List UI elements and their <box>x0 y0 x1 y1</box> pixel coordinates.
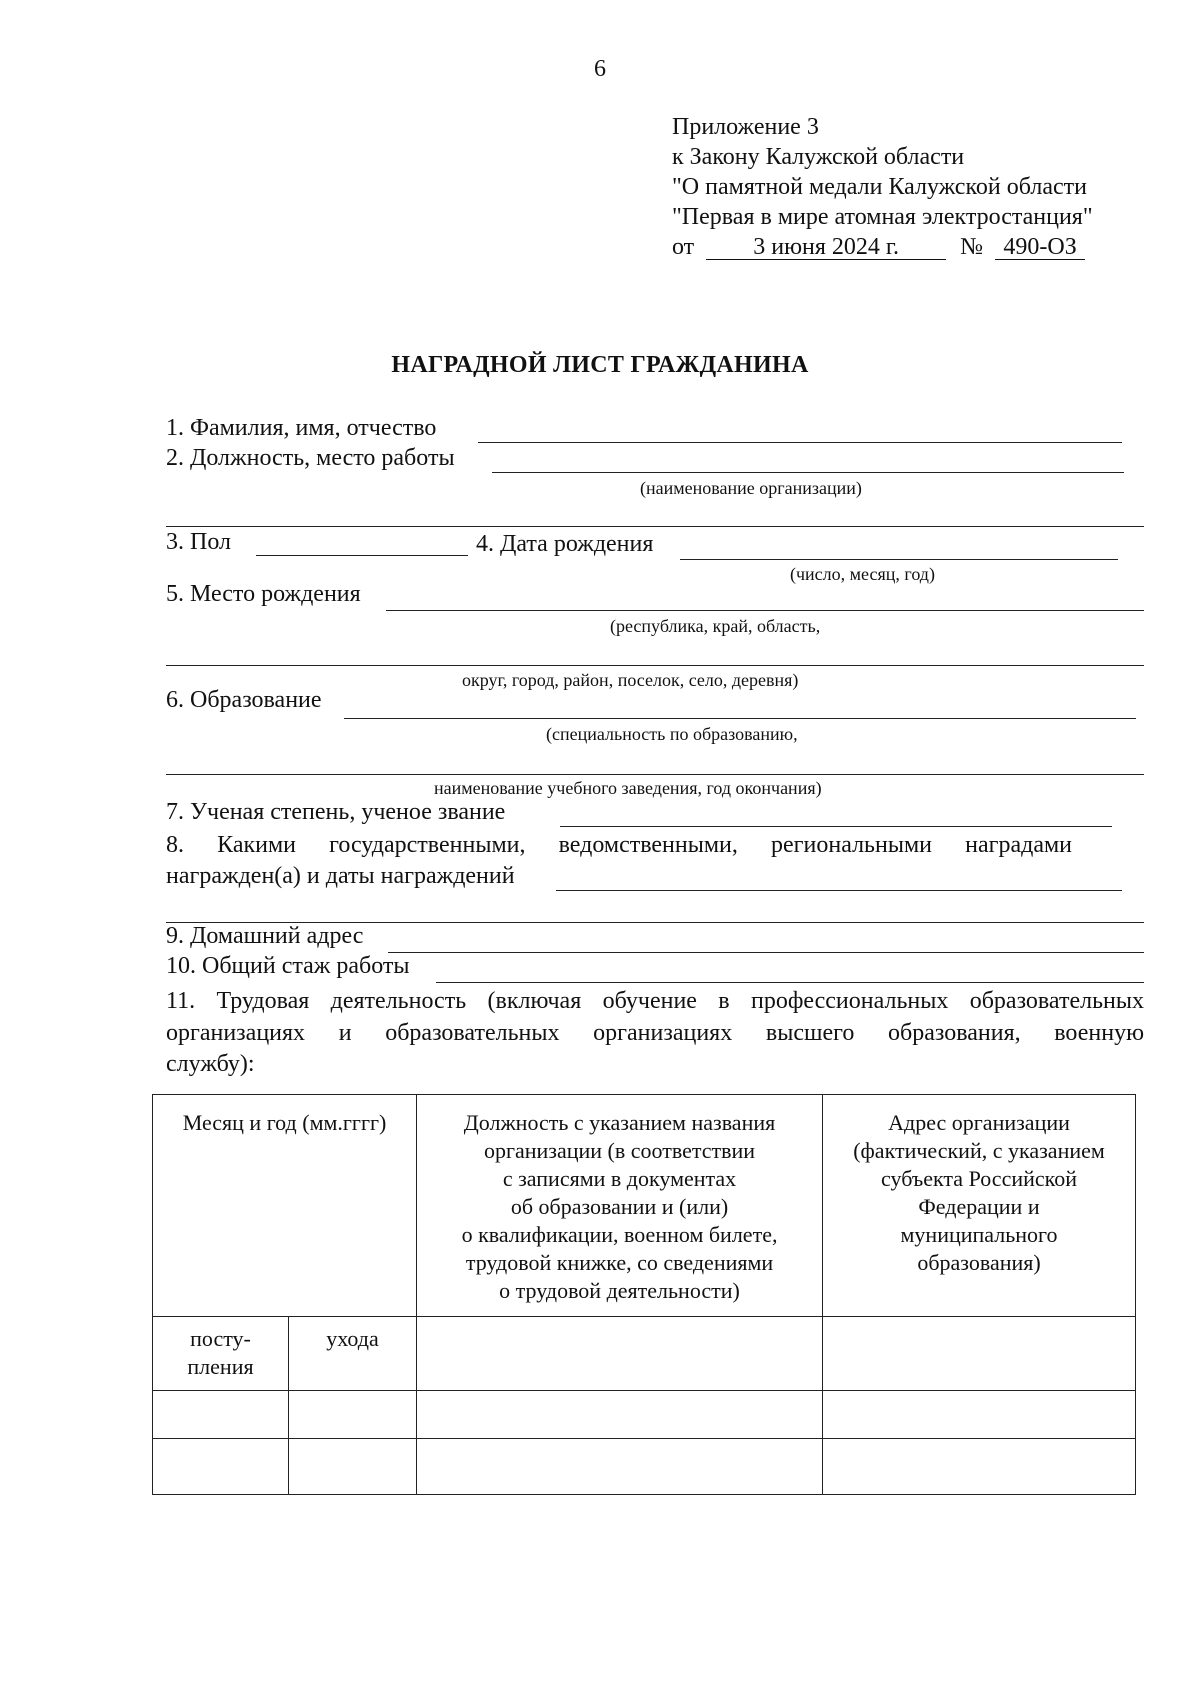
table-header-row <box>153 1095 1136 1317</box>
law-date: 3 июня 2024 г. <box>706 235 946 260</box>
field-label-work-history: 11. Трудовая деятельность (включая обучение в профессиональных образовательных <box>166 988 1144 1014</box>
appendix-line: Приложение 3 <box>672 114 819 140</box>
header-line: трудовой книжке, со сведениями <box>465 1250 774 1275</box>
table-cell[interactable] <box>153 1391 289 1439</box>
field-label-degree: 7. Ученая степень, ученое звание <box>166 799 506 825</box>
field-label-sex: 3. Пол <box>166 529 231 555</box>
work-history-table <box>152 1094 1136 1495</box>
table-cell[interactable] <box>153 1439 289 1495</box>
hint-education-2: наименование учебного заведения, год окончания) <box>434 778 822 798</box>
from-label: от <box>672 234 695 260</box>
subheader-start <box>153 1317 289 1391</box>
awards-input-line[interactable] <box>556 890 1122 891</box>
table-cell[interactable] <box>289 1391 417 1439</box>
header-line: муниципального <box>900 1222 1058 1247</box>
birthplace-input-line-2[interactable] <box>166 665 1144 666</box>
header-line: Федерации и <box>918 1194 1040 1219</box>
field-label-birthplace: 5. Место рождения <box>166 581 361 607</box>
header-line: (фактический, с указанием <box>853 1138 1105 1163</box>
field-label-address: 9. Домашний адрес <box>166 923 364 949</box>
experience-input-line[interactable] <box>436 982 1144 983</box>
header-address <box>823 1095 1136 1317</box>
appendix-line: "Первая в мире атомная электростанция" <box>672 204 1093 230</box>
field-label-education: 6. Образование <box>166 687 322 713</box>
field-label-awards: 8. Какими государственными, ведомственными, региональными наградами <box>166 832 1072 858</box>
header-month-year: Месяц и год (мм.гггг) <box>153 1095 417 1317</box>
field-label-birthdate: 4. Дата рождения <box>476 531 654 557</box>
birthdate-input-line[interactable] <box>680 559 1118 560</box>
header-line: субъекта Российской <box>881 1166 1077 1191</box>
hint-birthdate: (число, месяц, год) <box>790 564 935 584</box>
appendix-line: "О памятной медали Калужской области <box>672 174 1087 200</box>
header-line: с записями в документах <box>502 1166 737 1191</box>
sex-input-line[interactable] <box>256 555 468 556</box>
subheader-line: посту- <box>190 1326 251 1351</box>
education-input-line-2[interactable] <box>166 774 1144 775</box>
field-label-work-history-2: организациях и образовательных организациях высшего образования, военную <box>166 1020 1144 1046</box>
header-line: о трудовой деятельности) <box>499 1278 740 1303</box>
education-input-line[interactable] <box>344 718 1136 719</box>
hint-education-1: (специальность по образованию, <box>546 724 798 744</box>
header-line: о квалификации, военном билете, <box>461 1222 778 1247</box>
appendix-line: к Закону Калужской области <box>672 144 965 170</box>
table-cell[interactable] <box>417 1391 823 1439</box>
law-number: 490-ОЗ <box>995 235 1085 260</box>
header-line: Должность с указанием названия <box>463 1110 776 1135</box>
birthplace-input-line[interactable] <box>386 610 1144 611</box>
number-sign: № <box>960 234 984 260</box>
table-cell[interactable] <box>823 1317 1136 1391</box>
appendix-date-line <box>672 232 1093 262</box>
hint-birthplace-2: округ, город, район, поселок, село, деревня) <box>462 670 799 690</box>
form-title: НАГРАДНОЙ ЛИСТ ГРАЖДАНИНА <box>391 352 809 378</box>
header-line: образования) <box>917 1250 1041 1275</box>
table-cell[interactable] <box>417 1317 823 1391</box>
header-line: Адрес организации <box>888 1110 1070 1135</box>
position-input-line[interactable] <box>492 472 1124 473</box>
field-label-work-history-3: службу): <box>166 1051 255 1077</box>
table-row <box>153 1391 1136 1439</box>
table-cell[interactable] <box>823 1439 1136 1495</box>
header-position <box>417 1095 823 1317</box>
table-row <box>153 1439 1136 1495</box>
field-label-experience: 10. Общий стаж работы <box>166 953 410 979</box>
appendix-block <box>672 112 1093 262</box>
field-label-awards-2: награжден(а) и даты награждений <box>166 863 515 889</box>
header-line: об образовании и (или) <box>510 1194 729 1219</box>
subheader-end: ухода <box>289 1317 417 1391</box>
position-input-line-2[interactable] <box>166 526 1144 527</box>
table-cell[interactable] <box>417 1439 823 1495</box>
degree-input-line[interactable] <box>560 826 1112 827</box>
field-label-fio: 1. Фамилия, имя, отчество <box>166 415 437 441</box>
hint-organization: (наименование организации) <box>640 478 862 498</box>
fio-input-line[interactable] <box>478 442 1122 443</box>
page-number: 6 <box>594 56 606 82</box>
header-line: организации (в соответствии <box>483 1138 756 1163</box>
table-cell[interactable] <box>289 1439 417 1495</box>
table-cell[interactable] <box>823 1391 1136 1439</box>
field-label-position: 2. Должность, место работы <box>166 445 455 471</box>
address-input-line[interactable] <box>388 952 1144 953</box>
table-subheader-row <box>153 1317 1136 1391</box>
subheader-line: пления <box>187 1354 254 1379</box>
hint-birthplace-1: (республика, край, область, <box>610 616 821 636</box>
